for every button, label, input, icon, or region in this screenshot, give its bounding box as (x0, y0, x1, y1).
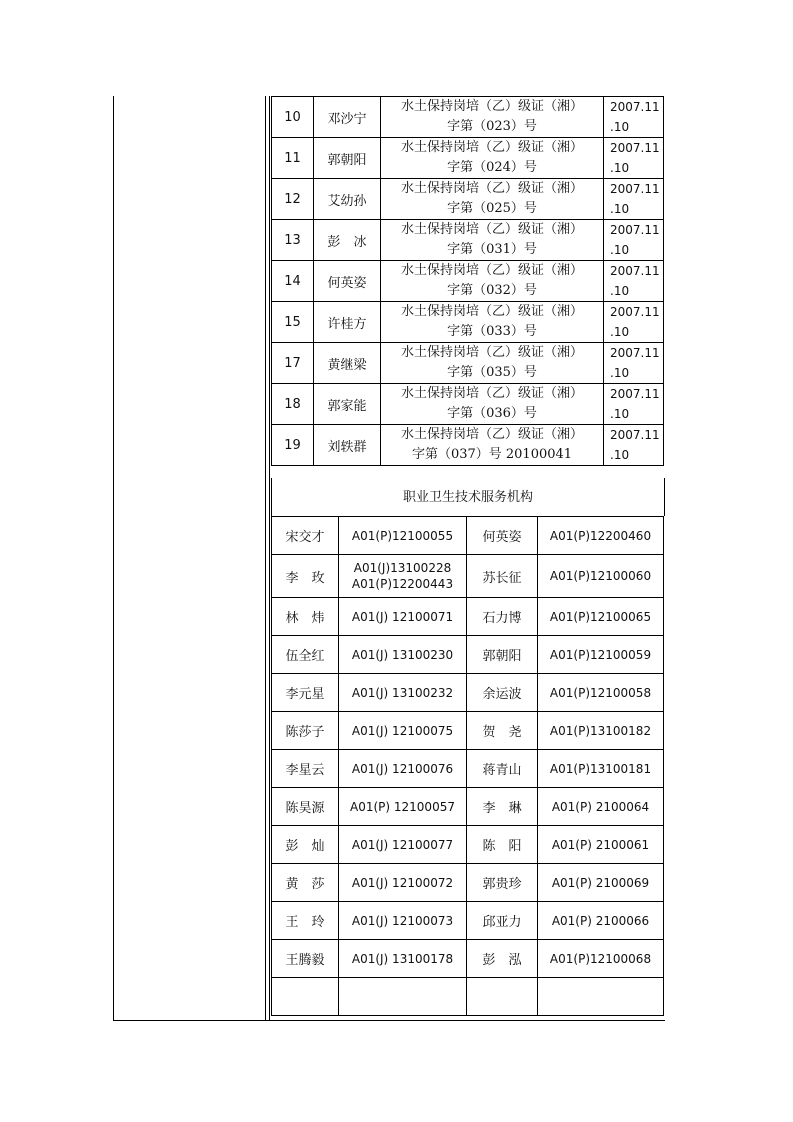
staff-name: 李 玫 (272, 555, 339, 598)
staff-name: 石力博 (467, 598, 538, 636)
certificate-row (272, 261, 664, 302)
date-line: .10 (610, 407, 630, 421)
staff-code (339, 902, 467, 940)
staff-name (272, 978, 339, 1016)
person-name: 许桂方 (314, 302, 381, 343)
staff-code: A01(P)12100068 (538, 940, 664, 978)
date-line: 2007.11 (610, 264, 660, 278)
issue-date (604, 220, 664, 261)
code-line: A01(J) 12100076 (351, 761, 454, 776)
certificate-line: 水土保持岗培（乙）级证（湘） (400, 427, 583, 442)
code-line: A01(J) 12100077 (351, 837, 454, 852)
certificate-number (381, 425, 604, 466)
staff-name: 李 琳 (467, 788, 538, 826)
certificate-line: 水土保持岗培（乙）级证（湘） (400, 304, 583, 319)
certificate-row (272, 384, 664, 425)
staff-name: 陈 阳 (467, 826, 538, 864)
person-name: 邓沙宁 (314, 97, 381, 138)
person-name: 郭朝阳 (314, 138, 381, 179)
staff-row (272, 517, 664, 555)
issue-date (604, 302, 664, 343)
certificate-line: 字第（035）号 (447, 365, 537, 380)
staff-name: 苏长征 (467, 555, 538, 598)
code-line: A01(J) 13100230 (351, 647, 454, 662)
issue-date (604, 384, 664, 425)
staff-name: 王 玲 (272, 902, 339, 940)
staff-code: A01(P) 2100066 (538, 902, 664, 940)
column-divider-double (269, 96, 270, 1020)
date-line: .10 (610, 325, 630, 339)
code-line: A01(J) 12100075 (351, 723, 454, 738)
code-line: A01(J) 12100073 (351, 913, 454, 928)
certificate-number (381, 302, 604, 343)
staff-code (339, 674, 467, 712)
certificate-row (272, 343, 664, 384)
row-number: 10 (272, 97, 314, 138)
row-number: 13 (272, 220, 314, 261)
person-name: 彭 冰 (314, 220, 381, 261)
person-name: 艾幼孙 (314, 179, 381, 220)
staff-code: A01(P) 2100064 (538, 788, 664, 826)
staff-name: 林 炜 (272, 598, 339, 636)
row-number: 18 (272, 384, 314, 425)
date-line: .10 (610, 448, 630, 462)
date-line: 2007.11 (610, 141, 660, 155)
certificate-number (381, 97, 604, 138)
staff-name: 郭贵珍 (467, 864, 538, 902)
staff-code (339, 788, 467, 826)
staff-name: 邱亚力 (467, 902, 538, 940)
date-line: .10 (610, 366, 630, 380)
staff-code: A01(P)12100059 (538, 636, 664, 674)
certificate-line: 水土保持岗培（乙）级证（湘） (400, 386, 583, 401)
staff-code (339, 826, 467, 864)
certificate-row (272, 138, 664, 179)
certificate-line: 字第（032）号 (447, 283, 537, 298)
code-line: A01(P)12100055 (351, 528, 454, 543)
staff-code: A01(P)13100182 (538, 712, 664, 750)
staff-row (272, 598, 664, 636)
staff-row (272, 940, 664, 978)
date-line: 2007.11 (610, 387, 660, 401)
certificate-number (381, 138, 604, 179)
staff-row (272, 636, 664, 674)
certificate-line: 字第（033）号 (447, 324, 537, 339)
issue-date (604, 97, 664, 138)
column-divider (265, 96, 266, 1020)
row-number: 14 (272, 261, 314, 302)
code-line: A01(J) 13100178 (351, 951, 454, 966)
date-line: 2007.11 (610, 305, 660, 319)
certificate-table (271, 96, 664, 466)
issue-date (604, 343, 664, 384)
certificate-line: 水土保持岗培（乙）级证（湘） (400, 140, 583, 155)
staff-table (271, 516, 664, 1016)
certificate-row (272, 302, 664, 343)
certificate-line: 字第（024）号 (447, 160, 537, 175)
certificate-row (272, 425, 664, 466)
certificate-line: 水土保持岗培（乙）级证（湘） (400, 99, 583, 114)
code-line: A01(P) 12100057 (350, 799, 455, 814)
certificate-line: 字第（031）号 (447, 242, 537, 257)
certificate-number (381, 384, 604, 425)
issue-date (604, 179, 664, 220)
issue-date (604, 261, 664, 302)
person-name: 黄继梁 (314, 343, 381, 384)
date-line: 2007.11 (610, 346, 660, 360)
staff-name: 陈昊源 (272, 788, 339, 826)
certificate-row (272, 179, 664, 220)
staff-name: 黄 莎 (272, 864, 339, 902)
date-line: 2007.11 (610, 428, 660, 442)
certificate-line: 字第（025）号 (447, 201, 537, 216)
certificate-number (381, 343, 604, 384)
staff-code: A01(P) 2100069 (538, 864, 664, 902)
staff-name: 伍全红 (272, 636, 339, 674)
person-name: 何英姿 (314, 261, 381, 302)
staff-name: 李星云 (272, 750, 339, 788)
person-name: 郭家能 (314, 384, 381, 425)
staff-code: A01(P)12100065 (538, 598, 664, 636)
staff-name: 彭 灿 (272, 826, 339, 864)
date-line: 2007.11 (610, 223, 660, 237)
staff-name: 王腾毅 (272, 940, 339, 978)
staff-row (272, 674, 664, 712)
date-line: 2007.11 (610, 182, 660, 196)
staff-name: 贺 尧 (467, 712, 538, 750)
staff-row (272, 978, 664, 1016)
row-number: 15 (272, 302, 314, 343)
row-number: 12 (272, 179, 314, 220)
staff-name: 宋交才 (272, 517, 339, 555)
certificate-line: 水土保持岗培（乙）级证（湘） (400, 181, 583, 196)
certificate-line: 水土保持岗培（乙）级证（湘） (400, 345, 583, 360)
staff-row (272, 712, 664, 750)
staff-name: 李元星 (272, 674, 339, 712)
staff-name: 蒋青山 (467, 750, 538, 788)
staff-code (339, 555, 467, 598)
staff-code (339, 517, 467, 555)
certificate-number (381, 179, 604, 220)
certificate-line: 字第（023）号 (447, 119, 537, 134)
certificate-row (272, 97, 664, 138)
certificate-number (381, 261, 604, 302)
staff-code: A01(P)12100058 (538, 674, 664, 712)
staff-code: A01(P)12200460 (538, 517, 664, 555)
staff-code (339, 978, 467, 1016)
code-line: A01(P)12200443 (351, 577, 454, 591)
staff-name: 陈莎子 (272, 712, 339, 750)
certificate-row (272, 220, 664, 261)
certificate-line: 字第（037）号 20100041 (411, 447, 573, 462)
certificate-line: 水土保持岗培（乙）级证（湘） (400, 222, 583, 237)
date-line: .10 (610, 202, 630, 216)
issue-date (604, 425, 664, 466)
staff-code (339, 598, 467, 636)
date-line: .10 (610, 243, 630, 257)
staff-row (272, 826, 664, 864)
staff-name: 余运波 (467, 674, 538, 712)
row-number: 11 (272, 138, 314, 179)
staff-code (339, 940, 467, 978)
date-line: .10 (610, 284, 630, 298)
staff-row (272, 750, 664, 788)
row-number: 17 (272, 343, 314, 384)
staff-name: 彭 泓 (467, 940, 538, 978)
staff-row (272, 788, 664, 826)
issue-date (604, 138, 664, 179)
certificate-number (381, 220, 604, 261)
staff-name: 何英姿 (467, 517, 538, 555)
certificate-line: 水土保持岗培（乙）级证（湘） (400, 263, 583, 278)
code-line: A01(J)13100228 (353, 561, 452, 575)
staff-name: 郭朝阳 (467, 636, 538, 674)
code-line: A01(J) 12100071 (351, 609, 454, 624)
row-number: 19 (272, 425, 314, 466)
person-name: 刘轶群 (314, 425, 381, 466)
staff-row (272, 864, 664, 902)
staff-code (538, 978, 664, 1016)
staff-code (339, 750, 467, 788)
staff-name (467, 978, 538, 1016)
date-line: .10 (610, 161, 630, 175)
staff-code: A01(P) 2100061 (538, 826, 664, 864)
section-title: 职业卫生技术服务机构 (271, 478, 665, 516)
code-line: A01(J) 13100232 (351, 685, 454, 700)
staff-code (339, 636, 467, 674)
staff-row (272, 902, 664, 940)
staff-row (272, 555, 664, 598)
date-line: .10 (610, 120, 630, 134)
date-line: 2007.11 (610, 100, 660, 114)
staff-code (339, 712, 467, 750)
staff-code: A01(P)13100181 (538, 750, 664, 788)
code-line: A01(J) 12100072 (351, 875, 454, 890)
staff-code: A01(P)12100060 (538, 555, 664, 598)
certificate-line: 字第（036）号 (447, 406, 537, 421)
staff-code (339, 864, 467, 902)
